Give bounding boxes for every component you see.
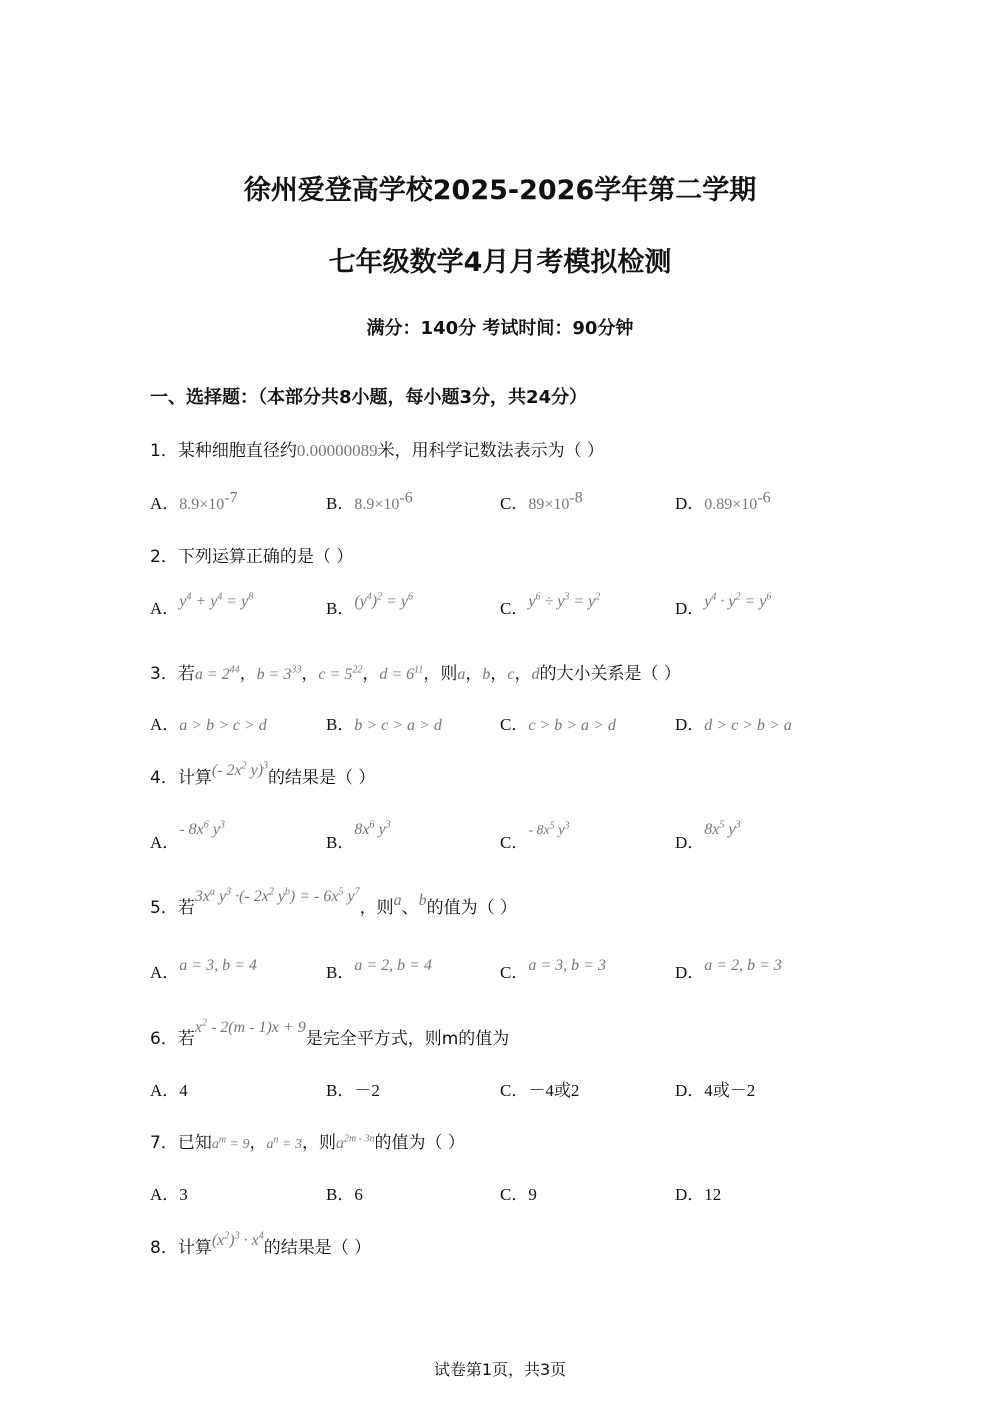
q6-option-d[interactable]: D．4或－2 bbox=[675, 1081, 756, 1100]
q5-option-c[interactable]: C．a = 3, b = 3 bbox=[500, 957, 606, 982]
q6-option-b[interactable]: B．－2 bbox=[326, 1081, 380, 1100]
q6-options bbox=[150, 1076, 850, 1116]
question-3: 3．若$a = 2^{44}$，$b = 3^{33}$，$c = 5^{22}$，$d = 6^{11}$，则a，b，c，d的大小关系是（ ） bbox=[150, 664, 681, 684]
q1-option-d[interactable]: D．$0.89\times 10^{-6}$ bbox=[675, 489, 771, 513]
q4-option-d[interactable]: D．$8x^5$ $y^3$ bbox=[675, 819, 741, 852]
question-4: 4．计算(- $2x^2$ y)$^3$的结果是（ ） bbox=[150, 760, 376, 788]
q3-option-a[interactable]: A．a > b > c > d bbox=[150, 715, 267, 734]
q3-option-d[interactable]: D．d > c > b > a bbox=[675, 715, 792, 734]
q3-option-b[interactable]: B．b > c > a > d bbox=[326, 715, 442, 734]
exam-title-line1: 徐州爱登高学校2025-2026学年第二学期 bbox=[243, 175, 757, 206]
question-7: 7．已知$a^m = 9$，$a^n = 3$，则$a^{2m - 3n}$的值为（ ） bbox=[150, 1133, 465, 1153]
q5-option-d[interactable]: D．a = 2, b = 3 bbox=[675, 957, 782, 982]
q7-option-c[interactable]: C．9 bbox=[500, 1185, 537, 1204]
q5-options bbox=[150, 958, 850, 998]
score-time-line: 满分：140分 考试时间：90分钟 bbox=[366, 318, 634, 339]
q2-option-a[interactable]: A．$y^4 + y^4 = y^8$ bbox=[150, 591, 254, 618]
question-6: 6．若$x^2 - 2(m - 1)x + 9$是完全平方式，则m的值为 bbox=[150, 1017, 510, 1049]
q1-options bbox=[150, 489, 850, 529]
q4-option-c[interactable]: C．$^{- 8x^5 y^3}$ bbox=[500, 820, 570, 852]
q4-option-a[interactable]: A．- $8x^6$ $y^3$ bbox=[150, 819, 225, 852]
q1-number: 0.00000089 bbox=[296, 441, 378, 460]
page-footer: 试卷第1页，共3页 bbox=[433, 1360, 567, 1379]
q1-option-a[interactable]: A．$8.9\times 10^{-7}$ bbox=[150, 489, 238, 513]
q5-option-b[interactable]: B．a = 2, b = 4 bbox=[326, 957, 432, 982]
q1-option-c[interactable]: C．$89\times 10^{-8}$ bbox=[500, 489, 583, 513]
question-1: 1．某种细胞直径约0.00000089米，用科学记数法表示为（ ） bbox=[150, 441, 604, 461]
q4-options bbox=[150, 819, 850, 868]
q3-options bbox=[150, 710, 850, 750]
q4-option-b[interactable]: B．$8x^6$ $y^3$ bbox=[326, 819, 391, 852]
q3-option-c[interactable]: C．c > b > a > d bbox=[500, 715, 616, 734]
q7-option-b[interactable]: B．6 bbox=[326, 1185, 363, 1204]
q7-option-a[interactable]: A．3 bbox=[150, 1185, 188, 1204]
q2-option-c[interactable]: C．$y^6 \div y^3 = y^2$ bbox=[500, 591, 601, 618]
question-2: 2．下列运算正确的是（ ） bbox=[150, 547, 354, 567]
q2-option-b[interactable]: B．$(y^4)^2 = y^6$ bbox=[326, 591, 414, 618]
q6-option-a[interactable]: A．4 bbox=[150, 1081, 188, 1100]
question-8: 8．计算$(x^2)^3 \cdot x^4$的结果是（ ） bbox=[150, 1230, 372, 1258]
exam-title-line2: 七年级数学4月月考模拟检测 bbox=[328, 247, 672, 278]
section-heading: 一、选择题：（本部分共8小题，每小题3分，共24分） bbox=[150, 387, 588, 408]
q1-option-b[interactable]: B．$8.9\times 10^{-6}$ bbox=[326, 489, 413, 513]
q7-option-d[interactable]: D．12 bbox=[675, 1185, 722, 1204]
q7-options bbox=[150, 1180, 850, 1220]
q5-option-a[interactable]: A．a = 3, b = 4 bbox=[150, 957, 257, 982]
q2-option-d[interactable]: D．$y^4 \cdot y^2 = y^6$ bbox=[675, 591, 772, 618]
question-5: 5．若$3x^a$ $y^3$ ·(- $2x^2$ $y^b$) = - $6x^5$ $y^7$，则a、b的值为（ ） bbox=[150, 886, 517, 918]
q2-options bbox=[150, 591, 850, 634]
q6-option-c[interactable]: C．－4或2 bbox=[500, 1081, 580, 1100]
